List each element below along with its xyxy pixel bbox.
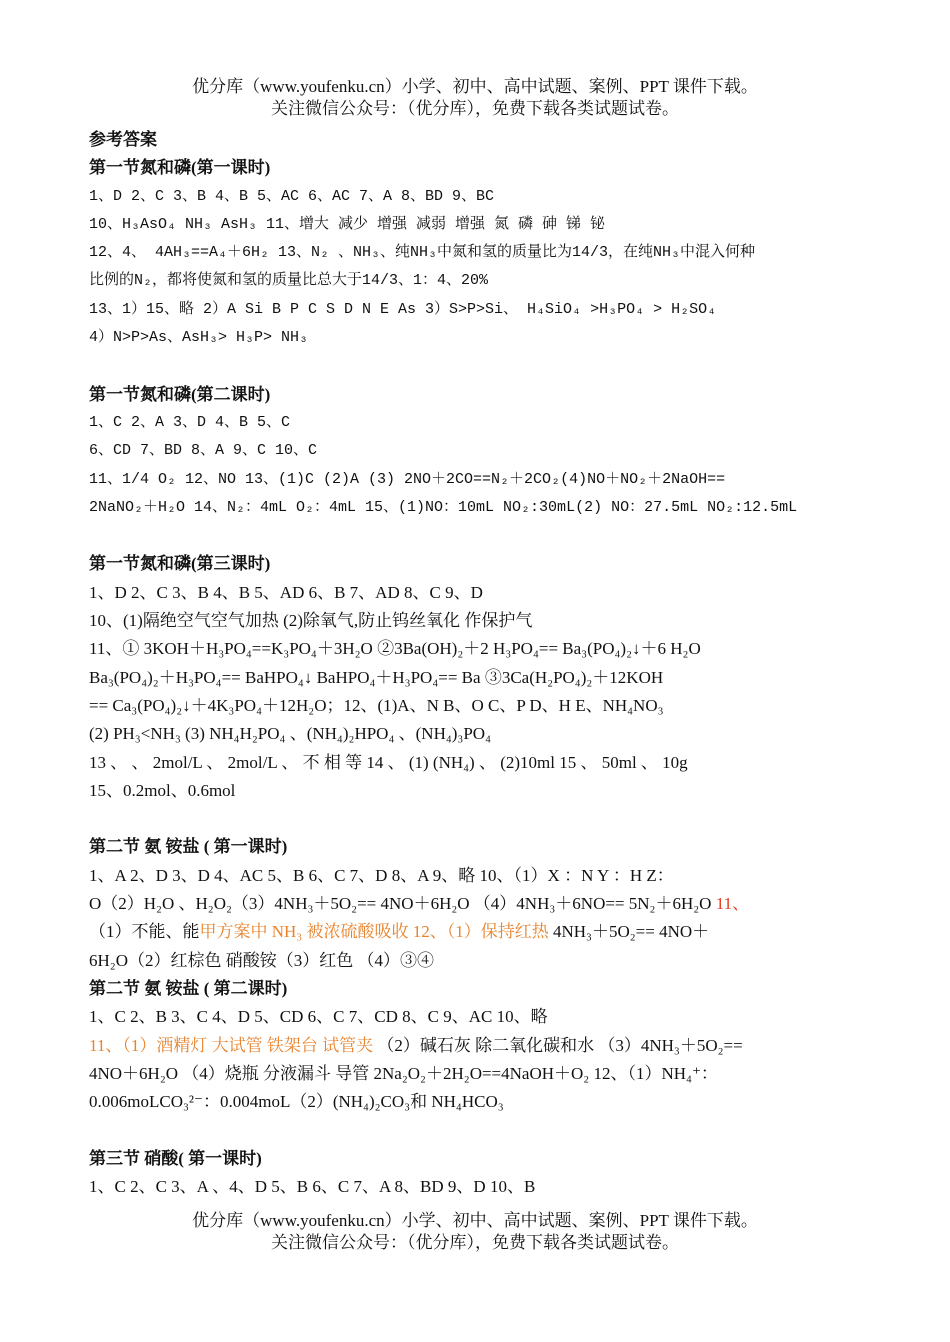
highlight-red: 11、 [711,894,750,914]
section-5-line-text: （2）碱石灰 除二氧化碳和水 （3）4NH₃＋5O₂== [373,1035,743,1055]
section-3-line: Ba₃(PO₄)₂＋H₃PO₄== BaHPO₄↓ BaHPO₄＋H₃PO₄== Ba ③3Ca(H₂PO₄)₂＋12KOH [89,667,664,687]
section-3-line: == Ca₃(PO₄)₂↓＋4K₃PO₄＋12H₂O；12、(1)A、N B、O C、P D、H E、NH₄NO₃ [89,695,664,715]
section-1-line: 12、4、 4AH₃==A₄＋6H₂ 13、N₂ 、NH₃、纯NH₃中氮和氢的质量比为14/3，在纯NH₃中混入何种 [89,244,756,262]
spacer [89,352,864,380]
highlight-orange: 甲方案中 NH₃ 被浓硫酸吸收 12、（1）保持红热 [199,922,549,942]
section-3-line: 10、(1)隔绝空气空气加热 (2)除氧气,防止钨丝氧化 作保护气 [89,611,533,631]
section-3-line: 11、① 3KOH＋H₃PO₄==K₃PO₄＋3H₂O ②3Ba(OH)₂＋2 H₃PO₄== Ba₃(PO₄)₂↓＋6 H₂O [89,639,701,659]
section-4-line-text: 4NH₃＋5O₂== 4NO＋ [548,922,710,942]
footer-line-2: 关注微信公众号：（优分库），免费下载各类试题试卷。 [271,1233,679,1252]
section-5-line: 0.006moLCO₃²⁻：0.004moL（2）(NH₄)₂CO₃和 NH₄HCO₃ [89,1092,504,1112]
section-3-title: 第一节氮和磷(第三课时) [89,554,271,574]
section-6-line: 1、C 2、C 3、A 、4、D 5、B 6、C 7、A 8、BD 9、D 10、B [89,1176,536,1196]
section-4-title: 第二节 氨 铵盐 ( 第一课时) [89,837,288,857]
section-2-line: 6、CD 7、BD 8、A 9、C 10、C [89,442,318,460]
section-5-line: 1、C 2、B 3、C 4、D 5、CD 6、C 7、CD 8、C 9、AC 10、略 [89,1007,548,1027]
section-1-line: 4）N>P>As、AsH₃> H₃P> NH₃ [89,329,309,347]
section-3-line: 15、0.2mol、0.6mol [89,780,236,800]
section-4-line: 1、A 2、D 3、D 4、AC 5、B 6、C 7、D 8、A 9、略 10、（1）X ：N Y ：H Z： [89,865,674,885]
section-1-line: 比例的N₂，都将使氮和氢的质量比总大于14/3、1：4、20% [89,272,489,290]
section-6-title: 第三节 硝酸( 第一课时) [89,1148,262,1168]
document-title: 参考答案 [89,130,157,149]
highlight-orange: 11、（1）酒精灯 大试管 铁架台 试管夹 [89,1035,374,1055]
section-5-title: 第二节 氨 铵盐 ( 第二课时) [89,978,288,998]
section-2-line: 11、1/4 O₂ 12、NO 13、(1)C (2)A (3) 2NO＋2CO==N₂＋2CO₂(4)NO＋NO₂＋2NaOH== [89,470,726,488]
section-1-title: 第一节氮和磷(第一课时) [89,158,271,178]
section-4-line [89,890,864,918]
answer-content [89,126,864,1201]
section-3-line: (2) PH₃<NH₃ (3) NH₄H₂PO₄ 、(NH₄)₂HPO₄ 、(NH₄)₃PO₄ [89,724,492,744]
section-5-line [89,1032,864,1060]
section-3-line: 1、D 2、C 3、B 4、B 5、AD 6、B 7、AD 8、C 9、D [89,582,483,602]
spacer [89,805,864,833]
footer-line-1: 优分库（www.youfenku.cn）小学、初中、高中试题、案例、PPT 课件下载。 [192,1211,758,1230]
header-line-1: 优分库（www.youfenku.cn）小学、初中、高中试题、案例、PPT 课件下载。 [192,77,758,96]
page-header [0,76,950,120]
section-3-line: 13 、 、 2mol/L 、 2mol/L 、 不 相 等 14 、 (1) (NH₄) 、 (2)10ml 15 、 50ml 、 10g [89,752,688,772]
header-line-2: 关注微信公众号：（优分库），免费下载各类试题试卷。 [271,99,679,118]
section-4-line [89,918,864,946]
section-4-line-text: （1）不能、能 [89,922,200,942]
section-4-line: 6H₂O（2）红棕色 硝酸铵（3）红色 （4）③④ [89,950,434,970]
section-2-line: 1、C 2、A 3、D 4、B 5、C [89,413,291,431]
spacer [89,522,864,550]
section-1-line: 1、D 2、C 3、B 4、B 5、AC 6、AC 7、A 8、BD 9、BC [89,187,495,205]
section-2-line: 2NaNO₂＋H₂O 14、N₂：4mL O₂：4mL 15、(1)NO：10mL NO₂:30mL(2) NO：27.5mL NO₂:12.5mL [89,498,798,516]
section-1-line: 10、H₃AsO₄ NH₃ AsH₃ 11、增大 减少 增强 减弱 增强 氮 磷 砷 锑 铋 [89,215,606,233]
spacer [89,1116,864,1144]
section-4-line-text: O（2）H₂O 、H₂O₂（3）4NH₃＋5O₂== 4NO＋6H₂O （4）4NH₃＋6NO== 5N₂＋6H₂O [89,894,712,914]
section-5-line: 4NO＋6H₂O （4）烧瓶 分液漏斗 导管 2Na₂O₂＋2H₂O==4NaOH＋O₂ 12、（1）NH₄⁺： [89,1063,718,1083]
section-1-line: 13、1）15、略 2）A Si B P C S D N E As 3）S>P>Si、 H₄SiO₄ >H₃PO₄ > H₂SO₄ [89,300,717,318]
page-footer [0,1210,950,1254]
section-2-title: 第一节氮和磷(第二课时) [89,384,271,404]
